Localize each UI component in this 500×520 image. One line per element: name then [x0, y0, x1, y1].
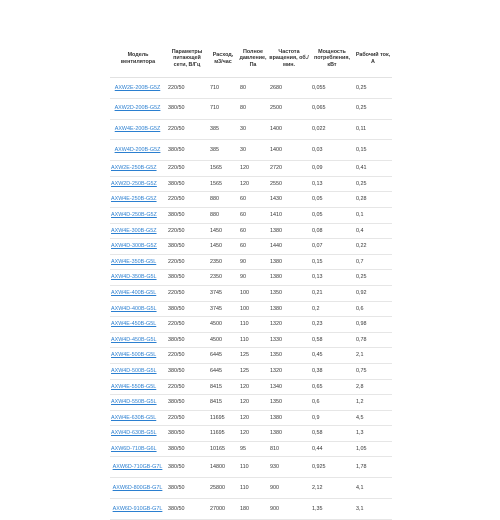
- power-supply-cell: 220/50: [166, 119, 208, 140]
- airflow-cell: 8415: [208, 379, 238, 395]
- table-row: [110, 285, 392, 301]
- current-cell: 0,15: [354, 140, 392, 161]
- power-consumption-cell: 2,12: [310, 478, 354, 499]
- model-cell: [110, 478, 166, 499]
- header-current: Рабочий ток, А: [354, 40, 392, 78]
- power-supply-cell: 380/50: [166, 270, 208, 286]
- table-row: [110, 426, 392, 442]
- rotation-speed-cell: 1330: [268, 332, 310, 348]
- airflow-cell: 14800: [208, 457, 238, 478]
- current-cell: 4,5: [354, 410, 392, 426]
- pressure-cell: 120: [238, 176, 268, 192]
- rotation-speed-cell: 1350: [268, 285, 310, 301]
- table-row: [110, 301, 392, 317]
- power-supply-cell: 220/50: [166, 161, 208, 177]
- power-supply-cell: 380/50: [166, 140, 208, 161]
- power-consumption-cell: 0,022: [310, 119, 354, 140]
- airflow-cell: 385: [208, 119, 238, 140]
- power-supply-cell: 380/50: [166, 457, 208, 478]
- pressure-cell: 180: [238, 499, 268, 520]
- model-link[interactable]: AXW4E-300B-G5Z: [111, 227, 157, 234]
- current-cell: 0,25: [354, 176, 392, 192]
- airflow-cell: 8415: [208, 395, 238, 411]
- model-cell: [110, 332, 166, 348]
- pressure-cell: 60: [238, 192, 268, 208]
- airflow-cell: 1450: [208, 223, 238, 239]
- power-consumption-cell: 0,58: [310, 332, 354, 348]
- pressure-cell: 110: [238, 457, 268, 478]
- table-row: [110, 317, 392, 333]
- current-cell: 0,75: [354, 363, 392, 379]
- rotation-speed-cell: 1400: [268, 140, 310, 161]
- model-link[interactable]: AXW6D-710B-G6L: [111, 445, 157, 452]
- power-supply-cell: 220/50: [166, 285, 208, 301]
- power-consumption-cell: 0,45: [310, 348, 354, 364]
- airflow-cell: 6445: [208, 348, 238, 364]
- power-supply-cell: 220/50: [166, 254, 208, 270]
- model-link[interactable]: AXW4D-250B-G5Z: [111, 212, 157, 219]
- rotation-speed-cell: 900: [268, 478, 310, 499]
- table-row: [110, 192, 392, 208]
- model-link[interactable]: AXW4D-200B-G5Z: [114, 147, 161, 154]
- model-cell: [110, 270, 166, 286]
- airflow-cell: 6445: [208, 363, 238, 379]
- header-row: [110, 40, 392, 78]
- rotation-speed-cell: 1380: [268, 301, 310, 317]
- current-cell: 0,4: [354, 223, 392, 239]
- airflow-cell: 3745: [208, 301, 238, 317]
- power-consumption-cell: 0,925: [310, 457, 354, 478]
- current-cell: 0,6: [354, 301, 392, 317]
- pressure-cell: 30: [238, 119, 268, 140]
- header-power-consumption: Мощность потребления, кВт: [310, 40, 354, 78]
- table-body: [110, 78, 392, 520]
- pressure-cell: 120: [238, 161, 268, 177]
- rotation-speed-cell: 1380: [268, 223, 310, 239]
- power-consumption-cell: 1,35: [310, 499, 354, 520]
- rotation-speed-cell: 1380: [268, 410, 310, 426]
- table-row: [110, 161, 392, 177]
- airflow-cell: 1565: [208, 161, 238, 177]
- current-cell: 2,8: [354, 379, 392, 395]
- power-consumption-cell: 0,13: [310, 270, 354, 286]
- header-rotation-speed: Частота вращения, об./мин.: [268, 40, 310, 78]
- table-row: [110, 410, 392, 426]
- table-row: [110, 457, 392, 478]
- model-cell: [110, 457, 166, 478]
- pressure-cell: 90: [238, 254, 268, 270]
- model-cell: [110, 207, 166, 223]
- power-consumption-cell: 0,07: [310, 239, 354, 255]
- rotation-speed-cell: 1350: [268, 395, 310, 411]
- model-cell: [110, 176, 166, 192]
- table-row: [110, 395, 392, 411]
- model-cell: [110, 254, 166, 270]
- airflow-cell: 2350: [208, 254, 238, 270]
- power-supply-cell: 380/50: [166, 301, 208, 317]
- table-row: [110, 499, 392, 520]
- airflow-cell: 4500: [208, 332, 238, 348]
- current-cell: 3,1: [354, 499, 392, 520]
- rotation-speed-cell: 1430: [268, 192, 310, 208]
- power-consumption-cell: 0,09: [310, 161, 354, 177]
- model-link[interactable]: AXW4D-550B-G5L: [111, 399, 157, 406]
- pressure-cell: 120: [238, 395, 268, 411]
- rotation-speed-cell: 1340: [268, 379, 310, 395]
- header-power-supply: Параметры питающей сети, В/Гц: [166, 40, 208, 78]
- current-cell: 0,41: [354, 161, 392, 177]
- pressure-cell: 110: [238, 478, 268, 499]
- current-cell: 0,28: [354, 192, 392, 208]
- current-cell: 4,1: [354, 478, 392, 499]
- power-supply-cell: 380/50: [166, 207, 208, 223]
- model-link[interactable]: AXW2D-200B-G5Z: [114, 105, 161, 112]
- power-supply-cell: 380/50: [166, 395, 208, 411]
- current-cell: 1,3: [354, 426, 392, 442]
- current-cell: 1,05: [354, 441, 392, 457]
- power-consumption-cell: 0,6: [310, 395, 354, 411]
- table-row: [110, 270, 392, 286]
- power-supply-cell: 380/50: [166, 176, 208, 192]
- table-row: [110, 239, 392, 255]
- model-link[interactable]: AXW2E-200B-G5Z: [114, 84, 161, 91]
- power-consumption-cell: 0,055: [310, 78, 354, 99]
- rotation-speed-cell: 810: [268, 441, 310, 457]
- pressure-cell: 120: [238, 379, 268, 395]
- power-consumption-cell: 0,15: [310, 254, 354, 270]
- table-row: [110, 254, 392, 270]
- model-cell: [110, 317, 166, 333]
- pressure-cell: 125: [238, 348, 268, 364]
- airflow-cell: 1450: [208, 239, 238, 255]
- pressure-cell: 95: [238, 441, 268, 457]
- airflow-cell: 385: [208, 140, 238, 161]
- power-supply-cell: 220/50: [166, 78, 208, 99]
- current-cell: 0,1: [354, 207, 392, 223]
- power-consumption-cell: 0,23: [310, 317, 354, 333]
- pressure-cell: 30: [238, 140, 268, 161]
- model-cell: [110, 140, 166, 161]
- model-cell: [110, 239, 166, 255]
- table-row: [110, 348, 392, 364]
- airflow-cell: 11695: [208, 426, 238, 442]
- airflow-cell: 10165: [208, 441, 238, 457]
- power-consumption-cell: 0,05: [310, 207, 354, 223]
- current-cell: 0,78: [354, 332, 392, 348]
- model-link[interactable]: AXW4E-400B-G5L: [111, 290, 157, 297]
- model-cell: [110, 223, 166, 239]
- model-link[interactable]: AXW2D-250B-G5Z: [111, 180, 157, 187]
- model-link[interactable]: AXW6D-710GB-G7L: [112, 464, 163, 471]
- model-link[interactable]: AXW6D-910GB-G7L: [112, 505, 163, 512]
- model-link[interactable]: AXW4E-550B-G5L: [111, 383, 157, 390]
- power-supply-cell: 380/50: [166, 239, 208, 255]
- pressure-cell: 100: [238, 285, 268, 301]
- rotation-speed-cell: 930: [268, 457, 310, 478]
- power-supply-cell: 220/50: [166, 223, 208, 239]
- table-row: [110, 98, 392, 119]
- model-link[interactable]: AXW6D-800GB-G7L: [112, 484, 163, 491]
- model-link[interactable]: AXW4E-450B-G5L: [111, 321, 157, 328]
- current-cell: 2,1: [354, 348, 392, 364]
- airflow-cell: 710: [208, 98, 238, 119]
- current-cell: 0,25: [354, 270, 392, 286]
- power-consumption-cell: 0,38: [310, 363, 354, 379]
- current-cell: 0,7: [354, 254, 392, 270]
- table-row: [110, 207, 392, 223]
- airflow-cell: 3745: [208, 285, 238, 301]
- power-supply-cell: 220/50: [166, 192, 208, 208]
- table-row: [110, 363, 392, 379]
- rotation-speed-cell: 2550: [268, 176, 310, 192]
- model-link[interactable]: AXW4E-200B-G5Z: [114, 126, 161, 133]
- power-consumption-cell: 0,13: [310, 176, 354, 192]
- airflow-cell: 880: [208, 207, 238, 223]
- airflow-cell: 4500: [208, 317, 238, 333]
- header-model: Модель вентилятора: [110, 40, 166, 78]
- rotation-speed-cell: 1320: [268, 317, 310, 333]
- pressure-cell: 60: [238, 223, 268, 239]
- pressure-cell: 60: [238, 207, 268, 223]
- model-link[interactable]: AXW4D-400B-G5L: [111, 305, 157, 312]
- power-consumption-cell: 0,05: [310, 192, 354, 208]
- power-consumption-cell: 0,65: [310, 379, 354, 395]
- model-link[interactable]: AXW4E-250B-G5Z: [111, 196, 157, 203]
- power-supply-cell: 380/50: [166, 363, 208, 379]
- power-supply-cell: 380/50: [166, 332, 208, 348]
- model-link[interactable]: AXW4E-350B-G5L: [111, 258, 157, 265]
- model-cell: [110, 426, 166, 442]
- pressure-cell: 120: [238, 426, 268, 442]
- table-row: [110, 478, 392, 499]
- power-consumption-cell: 0,21: [310, 285, 354, 301]
- model-cell: [110, 363, 166, 379]
- airflow-cell: 710: [208, 78, 238, 99]
- rotation-speed-cell: 1380: [268, 254, 310, 270]
- table-row: [110, 176, 392, 192]
- current-cell: 1,78: [354, 457, 392, 478]
- rotation-speed-cell: 1400: [268, 119, 310, 140]
- airflow-cell: 1565: [208, 176, 238, 192]
- model-link[interactable]: AXW4D-300B-G5Z: [111, 243, 157, 250]
- power-consumption-cell: 0,08: [310, 223, 354, 239]
- table-row: [110, 379, 392, 395]
- power-supply-cell: 380/50: [166, 499, 208, 520]
- model-cell: [110, 410, 166, 426]
- airflow-cell: 27000: [208, 499, 238, 520]
- rotation-speed-cell: 2500: [268, 98, 310, 119]
- current-cell: 0,92: [354, 285, 392, 301]
- model-cell: [110, 119, 166, 140]
- model-link[interactable]: AXW4D-500B-G5L: [111, 368, 157, 374]
- model-cell: [110, 348, 166, 364]
- rotation-speed-cell: 2720: [268, 161, 310, 177]
- model-link[interactable]: AXW2E-250B-G5Z: [111, 165, 157, 172]
- rotation-speed-cell: 1380: [268, 270, 310, 286]
- pressure-cell: 110: [238, 332, 268, 348]
- header-airflow: Расход, м3/час: [208, 40, 238, 78]
- pressure-cell: 60: [238, 239, 268, 255]
- pressure-cell: 80: [238, 78, 268, 99]
- power-consumption-cell: 0,44: [310, 441, 354, 457]
- table-row: [110, 223, 392, 239]
- power-supply-cell: 220/50: [166, 410, 208, 426]
- model-link[interactable]: AXW4E-630B-G5L: [111, 414, 157, 421]
- model-cell: [110, 192, 166, 208]
- table-row: [110, 119, 392, 140]
- airflow-cell: 880: [208, 192, 238, 208]
- table-row: [110, 78, 392, 99]
- airflow-cell: 25800: [208, 478, 238, 499]
- current-cell: 1,2: [354, 395, 392, 411]
- table-row: [110, 140, 392, 161]
- power-supply-cell: 380/50: [166, 441, 208, 457]
- table-row: [110, 441, 392, 457]
- table-row: [110, 332, 392, 348]
- current-cell: 0,25: [354, 78, 392, 99]
- current-cell: 0,98: [354, 317, 392, 333]
- rotation-speed-cell: 1350: [268, 348, 310, 364]
- pressure-cell: 80: [238, 98, 268, 119]
- model-cell: [110, 441, 166, 457]
- airflow-cell: 2350: [208, 270, 238, 286]
- current-cell: 0,25: [354, 98, 392, 119]
- power-consumption-cell: 0,9: [310, 410, 354, 426]
- rotation-speed-cell: 1380: [268, 426, 310, 442]
- rotation-speed-cell: 1320: [268, 363, 310, 379]
- power-supply-cell: 220/50: [166, 348, 208, 364]
- airflow-cell: 11695: [208, 410, 238, 426]
- power-consumption-cell: 0,2: [310, 301, 354, 317]
- model-link[interactable]: AXW4D-350B-G5L: [111, 274, 157, 281]
- model-link[interactable]: AXW4D-630B-G5L: [111, 430, 157, 437]
- model-cell: [110, 379, 166, 395]
- power-consumption-cell: 0,03: [310, 140, 354, 161]
- model-cell: [110, 98, 166, 119]
- model-cell: [110, 285, 166, 301]
- model-link[interactable]: AXW4E-500B-G5L: [111, 352, 157, 359]
- model-cell: [110, 78, 166, 99]
- current-cell: 0,22: [354, 239, 392, 255]
- model-link[interactable]: AXW4D-450B-G5L: [111, 336, 157, 343]
- current-cell: 0,11: [354, 119, 392, 140]
- power-supply-cell: 220/50: [166, 379, 208, 395]
- rotation-speed-cell: 2680: [268, 78, 310, 99]
- power-supply-cell: 380/50: [166, 98, 208, 119]
- pressure-cell: 90: [238, 270, 268, 286]
- power-supply-cell: 380/50: [166, 426, 208, 442]
- table-header: [110, 40, 392, 78]
- rotation-speed-cell: 1440: [268, 239, 310, 255]
- power-supply-cell: 220/50: [166, 317, 208, 333]
- power-consumption-cell: 0,065: [310, 98, 354, 119]
- model-cell: [110, 395, 166, 411]
- pressure-cell: 110: [238, 317, 268, 333]
- model-cell: [110, 499, 166, 520]
- power-consumption-cell: 0,58: [310, 426, 354, 442]
- pressure-cell: 100: [238, 301, 268, 317]
- rotation-speed-cell: 900: [268, 499, 310, 520]
- power-supply-cell: 380/50: [166, 478, 208, 499]
- rotation-speed-cell: 1410: [268, 207, 310, 223]
- model-cell: [110, 301, 166, 317]
- pressure-cell: 125: [238, 363, 268, 379]
- pressure-cell: 120: [238, 410, 268, 426]
- fan-spec-table: [110, 40, 392, 520]
- model-cell: [110, 161, 166, 177]
- header-pressure: Полное давление, Па: [238, 40, 268, 78]
